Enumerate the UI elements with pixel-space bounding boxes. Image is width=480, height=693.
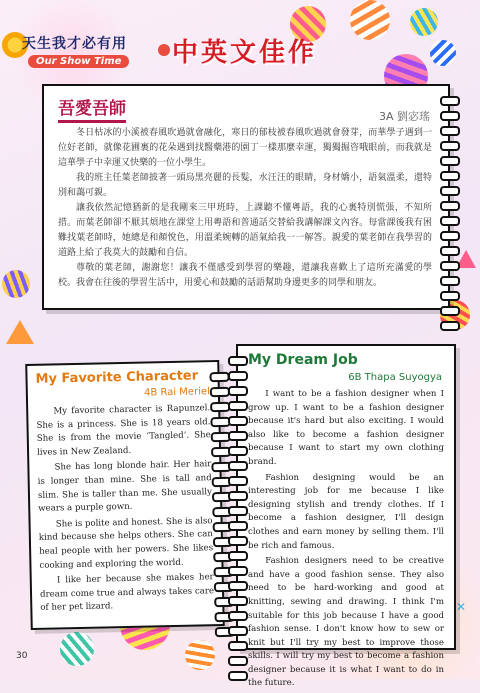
article-body xyxy=(58,126,432,291)
binder-rings xyxy=(440,96,458,336)
decor-triangle xyxy=(6,320,34,344)
section-badge-title: 天生我才必有用 xyxy=(22,36,127,52)
paragraph: 冬日枯冰的小溪被春風吹過就會融化，寒日的郁枝被春風吹過就會發芽，而華學子遇到一位好老師，就像花圃裏的花朵遇到找醫藥港的園丁一樣那麼幸運，獨獨掘咨哦眼前，而我就是這華學子中幸運又快樂的一位小學生。 xyxy=(58,128,432,168)
decor-ball xyxy=(185,640,215,670)
paragraph: 讓我依然記憶猶新的是我剛來三甲班時，上課聽不懂粵語，我的心裏特別慌張，不知所措。而葉老師卻不厭其煩地在課堂上用粵語和普通話交替給我講解課文內容。每當課後我有困難找葉老師時，她總是和顏悅色，用溫柔婉轉的語氣給我一一解答。親愛的葉老師在我學習的道路上給了我莫大的鼓勵和自信。 xyxy=(58,203,432,258)
section-badge-subtitle: Our Show Time xyxy=(28,55,129,68)
article-card-favorite-character xyxy=(25,360,225,630)
paragraph: She has long blonde hair. Her hair is longer than mine. She is tall and slim. She is taller than me. She usually wears a purple gown. xyxy=(37,459,213,514)
article-card-dream-job xyxy=(236,344,456,689)
paragraph: I want to be a fashion designer when I grow up. I want to be a fashion designer because it's hard but also exciting. I would also like to become a fashion designer because I want to start my own clothing brand. xyxy=(248,389,444,467)
decor-ball xyxy=(430,40,456,66)
title-dot xyxy=(158,44,170,56)
article-title: My Favorite Character xyxy=(35,368,199,387)
decor-ball xyxy=(410,8,438,36)
decor-ball xyxy=(350,0,390,40)
article-card-chinese xyxy=(42,84,450,310)
article-author: 4B Rai Meriel xyxy=(143,386,210,399)
paragraph: Fashion designers need to be creative and have a good fashion sense. They also need to be hard-working and good at knitting, sewing and drawing. I think I'm suitable for this job because I have a good fashion sense. I don't know how to sew or knit but I'll try my best to improve those skills. I will try my best to become a fashion designer because it is what I want to do in the future. xyxy=(248,556,444,689)
article-body xyxy=(248,388,444,693)
article-body xyxy=(36,402,214,618)
binder-rings xyxy=(228,356,246,686)
decor-ball xyxy=(2,270,30,298)
article-title: 吾愛吾師 xyxy=(58,94,126,123)
paragraph: Fashion designing would be an interesting job for me because I like designing stylish and trendy clothes. If I become a fashion designer, I'll design clothes and earn money by selling them. I'll be rich and famous. xyxy=(248,472,444,551)
page-title: 中英文佳作 xyxy=(172,38,318,68)
article-author: 6B Thapa Suyogya xyxy=(348,372,442,383)
decor-x-icon: ✕ xyxy=(456,600,467,614)
paragraph: She is polite and honest. She is also kind because she helps others. She can heal people with her powers. She likes cooking and exploring the world. xyxy=(38,515,214,571)
paragraph: 尊敬的葉老師，謝謝您！讓我不僅感受到學習的樂趣，還讓我喜歡上了這所充滿愛的學校。我會在往後的學習生活中，用愛心和鼓勵的話語幫助身邊更多的同學和朋友。 xyxy=(58,263,432,288)
page-number: 30 xyxy=(16,651,28,661)
article-author: 3A 劉宓瑤 xyxy=(378,110,430,123)
paragraph: I like her because she makes her dream come true and always takes care of her pet lizard. xyxy=(39,572,215,614)
article-title: My Dream Job xyxy=(248,352,358,368)
decor-ball xyxy=(60,632,94,666)
paragraph: 我的班主任葉老師披著一頭烏黑亮麗的長髮，水汪汪的眼睛，身材嬌小，語氣溫柔，還特別和藹可親。 xyxy=(58,173,432,198)
paragraph: My favorite character is Rapunzel. She is a princess. She is 18 years old. She is from the movie ‘Tangled’. She lives in New Zealand. xyxy=(36,403,211,458)
